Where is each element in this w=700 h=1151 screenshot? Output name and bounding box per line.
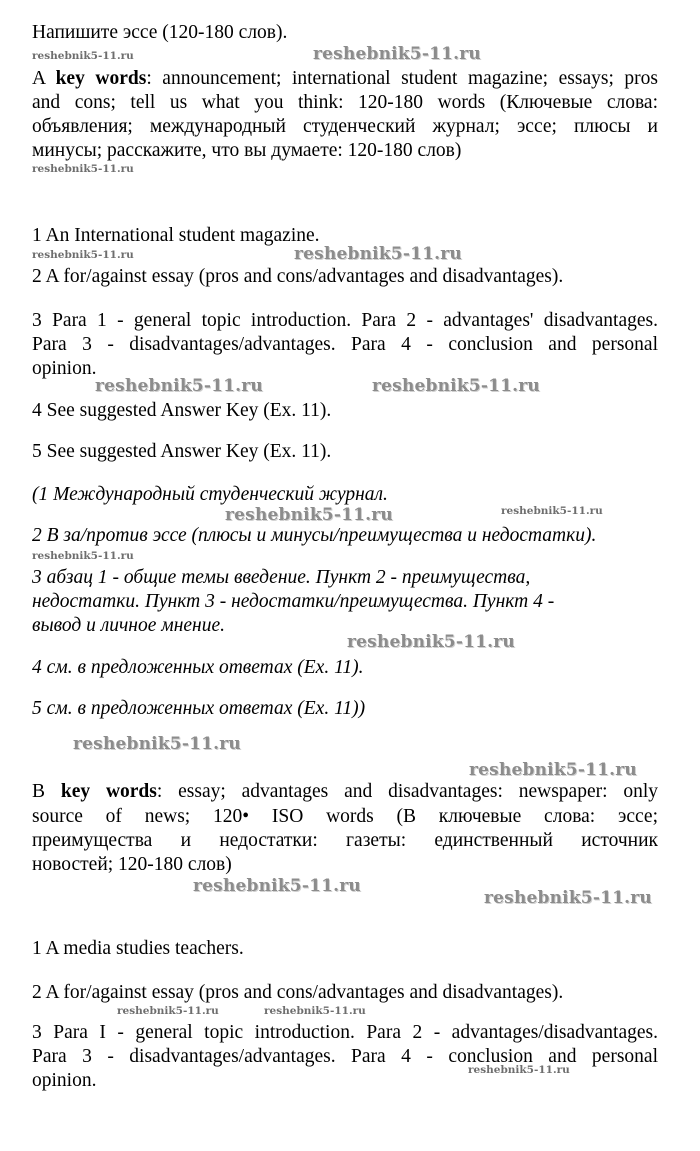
task-b-key-words: key words (60, 781, 157, 802)
watermark: reshebnik5-11.ru (468, 1064, 570, 1076)
watermark: reshebnik5-11.ru (347, 632, 515, 652)
answer-a-2: 2 A for/against essay (pros and cons/advantages and disadvantages). (32, 266, 564, 287)
answer-a-3-line-3: opinion. (32, 358, 97, 379)
task-b-line-4: новостей; 120-180 слов) (32, 854, 232, 875)
answer-a-3-line-1: 3 Para 1 - general topic introduction. Para 2 - advantages' disadvantages. (32, 310, 658, 331)
watermark: reshebnik5-11.ru (501, 505, 603, 517)
translation-a-4: 4 см. в предложенных ответах (Ex. 11). (32, 657, 364, 678)
answer-b-3-line-3: opinion. (32, 1070, 97, 1091)
answer-a-5: 5 See suggested Answer Key (Ex. 11). (32, 441, 332, 462)
task-b-line-3: преимущества и недостатки: газеты: единственный источник (32, 830, 658, 851)
watermark: reshebnik5-11.ru (73, 734, 241, 754)
task-a-line-1: A key words: announcement; international student magazine; essays; pros (32, 68, 659, 89)
watermark: reshebnik5-11.ru (117, 1005, 219, 1017)
translation-a-3-line-1: 3 абзац 1 - общие темы введение. Пункт 2 - преимущества, (32, 567, 531, 588)
watermark: reshebnik5-11.ru (294, 244, 462, 264)
answer-b-3-line-1: 3 Para I - general topic introduction. Para 2 - advantages/disadvantages. (32, 1022, 658, 1043)
task-b-label: B (32, 781, 46, 802)
watermark: reshebnik5-11.ru (313, 44, 481, 64)
translation-a-2: 2 В за/против эссе (плюсы и минусы/преимущества и недостатки). (32, 525, 597, 546)
answer-b-2: 2 A for/against essay (pros and cons/advantages and disadvantages). (32, 982, 564, 1003)
watermark: reshebnik5-11.ru (32, 50, 134, 62)
page-title: Напишите эссе (120-180 слов). (32, 22, 288, 43)
answer-a-1: 1 An International student magazine. (32, 225, 320, 246)
translation-a-3-line-3: вывод и личное мнение. (32, 615, 225, 636)
watermark: reshebnik5-11.ru (264, 1005, 366, 1017)
watermark: reshebnik5-11.ru (32, 163, 134, 175)
watermark: reshebnik5-11.ru (225, 505, 393, 525)
answer-a-3-line-2: Para 3 - disadvantages/advantages. Para 4 - conclusion and personal (32, 334, 658, 355)
watermark: reshebnik5-11.ru (372, 376, 540, 396)
translation-a-1: (1 Международный студенческий журнал. (32, 484, 388, 505)
watermark: reshebnik5-11.ru (193, 876, 361, 896)
answer-b-3-line-2: Para 3 - disadvantages/advantages. Para 4 - conclusion and personal (32, 1046, 658, 1067)
task-a-line-3: объявления; международный студенческий журнал; эссе; плюсы и (32, 116, 658, 137)
watermark: reshebnik5-11.ru (469, 760, 637, 780)
task-b-line-2: source of news; 120• ISO words (В ключевые слова: эссе; (32, 806, 658, 827)
task-a-line-4: минусы; расскажите, что вы думаете: 120-180 слов) (32, 140, 462, 161)
task-b-line-1: B key words: essay; advantages and disadvantages: newspaper: only (32, 781, 659, 802)
answer-b-1: 1 A media studies teachers. (32, 938, 244, 959)
translation-a-5: 5 см. в предложенных ответах (Ex. 11)) (32, 698, 366, 719)
translation-a-3-line-2: недостатки. Пункт 3 - недостатки/преимущества. Пункт 4 - (32, 591, 555, 612)
task-a-key-words: key words (55, 68, 147, 89)
watermark: reshebnik5-11.ru (32, 249, 134, 261)
watermark: reshebnik5-11.ru (32, 550, 134, 562)
task-a-label: A (32, 68, 46, 89)
watermark: reshebnik5-11.ru (484, 888, 652, 908)
watermark: reshebnik5-11.ru (95, 376, 263, 396)
task-a-line-2: and cons; tell us what you think: 120-180 words (Ключевые слова: (32, 92, 658, 113)
answer-a-4: 4 See suggested Answer Key (Ex. 11). (32, 400, 332, 421)
